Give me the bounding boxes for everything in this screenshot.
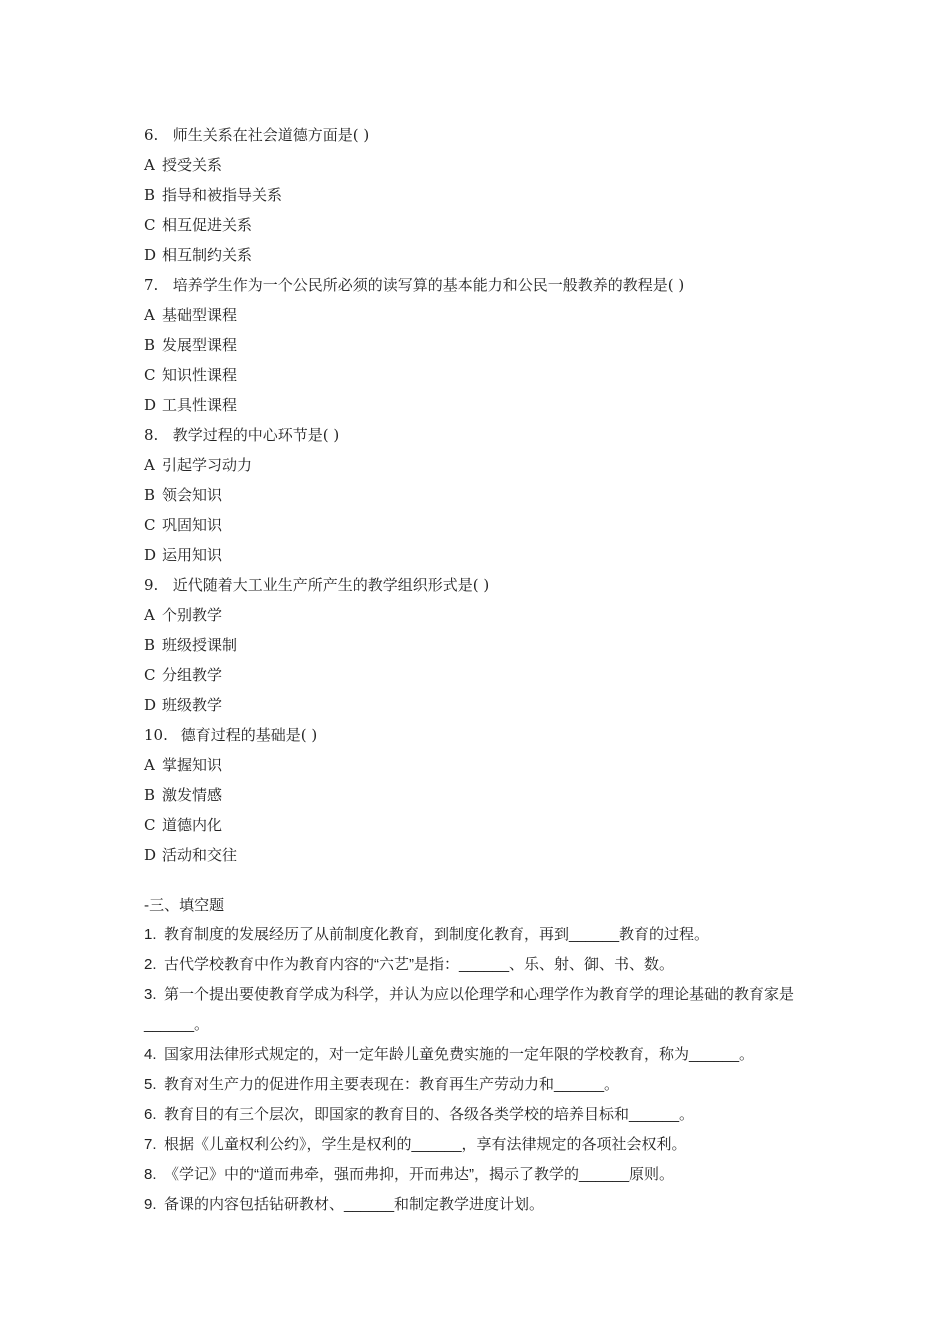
fill-item-number: 9. — [144, 1196, 157, 1213]
option-c — [144, 510, 844, 540]
option-text: 巩固知识 — [162, 516, 223, 534]
option-text: 班级教学 — [162, 696, 223, 714]
option-letter: A — [144, 606, 155, 624]
question-number: 9. — [144, 576, 159, 594]
fill-item — [144, 950, 824, 980]
option-letter: A — [144, 456, 155, 474]
fill-item-number: 2. — [144, 956, 157, 973]
fill-item-number: 6. — [144, 1106, 157, 1123]
option-c — [144, 810, 844, 840]
fill-item-text: 教育目的有三个层次，即国家的教育目的、各级各类学校的培养目标和______。 — [164, 1106, 695, 1123]
option-text: 激发情感 — [162, 786, 223, 804]
option-d — [144, 540, 844, 570]
question-stem — [144, 720, 844, 750]
option-text: 相互促进关系 — [162, 216, 253, 234]
question-number: 10. — [144, 726, 168, 744]
option-text: 道德内化 — [162, 816, 223, 834]
option-text: 运用知识 — [162, 546, 223, 564]
option-b — [144, 330, 844, 360]
option-text: 活动和交往 — [162, 846, 238, 864]
fill-item — [144, 1100, 824, 1130]
option-letter: C — [144, 516, 156, 534]
fill-in-blank-section — [144, 920, 824, 1220]
option-letter: B — [144, 486, 156, 504]
fill-item-text: 国家用法律形式规定的，对一定年龄儿童免费实施的一定年限的学校教育，称为______。 — [164, 1046, 755, 1063]
option-d — [144, 240, 844, 270]
option-letter: B — [144, 786, 156, 804]
option-letter: B — [144, 186, 156, 204]
option-text: 相互制约关系 — [162, 246, 253, 264]
fill-item-number: 7. — [144, 1136, 157, 1153]
option-a — [144, 600, 844, 630]
option-c — [144, 360, 844, 390]
fill-item — [144, 920, 824, 950]
option-text: 分组教学 — [162, 666, 223, 684]
option-text: 领会知识 — [162, 486, 223, 504]
option-letter: A — [144, 156, 155, 174]
fill-item-number: 8. — [144, 1166, 157, 1183]
question-stem — [144, 270, 844, 300]
option-letter: D — [144, 546, 157, 564]
option-letter: A — [144, 756, 155, 774]
option-b — [144, 630, 844, 660]
option-letter: D — [144, 846, 157, 864]
question-number: 8. — [144, 426, 159, 444]
fill-item-text: 根据《儿童权利公约》，学生是权利的______，享有法律规定的各项社会权利。 — [164, 1136, 687, 1153]
fill-item — [144, 1190, 824, 1220]
option-d — [144, 390, 844, 420]
question-number: 7. — [144, 276, 159, 294]
option-text: 班级授课制 — [162, 636, 238, 654]
option-letter: C — [144, 816, 156, 834]
fill-item-number: 3. — [144, 986, 157, 1003]
fill-item-text: 《学记》中的“道而弗牵，强而弗抑，开而弗达”，揭示了教学的______原则。 — [164, 1166, 675, 1183]
question-text: 德育过程的基础是( ) — [180, 726, 318, 744]
option-b — [144, 780, 844, 810]
question-text: 近代随着大工业生产所产生的教学组织形式是( ) — [172, 576, 490, 594]
question-text: 培养学生作为一个公民所必须的读写算的基本能力和公民一般教养的教程是( ) — [172, 276, 685, 294]
option-text: 个别教学 — [162, 606, 223, 624]
option-b — [144, 480, 844, 510]
option-d — [144, 840, 844, 870]
option-letter: C — [144, 216, 156, 234]
option-text: 工具性课程 — [162, 396, 238, 414]
option-a — [144, 150, 844, 180]
fill-item-number: 4. — [144, 1046, 157, 1063]
fill-item — [144, 980, 824, 1040]
option-letter: B — [144, 636, 156, 654]
option-letter: C — [144, 366, 156, 384]
fill-item-text: 教育制度的发展经历了从前制度化教育，到制度化教育，再到______教育的过程。 — [164, 926, 710, 943]
question-text: 教学过程的中心环节是( ) — [172, 426, 340, 444]
fill-item-text: 教育对生产力的促进作用主要表现在：教育再生产劳动力和______。 — [164, 1076, 620, 1093]
option-a — [144, 450, 844, 480]
fill-item — [144, 1040, 824, 1070]
option-c — [144, 660, 844, 690]
multiple-choice-section — [144, 120, 844, 870]
fill-item-text: 第一个提出要使教育学成为科学，并认为应以伦理学和心理学作为教育学的理论基础的教育家是______。 — [144, 986, 795, 1033]
option-letter: D — [144, 396, 157, 414]
option-a — [144, 750, 844, 780]
option-text: 授受关系 — [162, 156, 223, 174]
option-letter: A — [144, 306, 155, 324]
option-text: 基础型课程 — [162, 306, 238, 324]
option-text: 指导和被指导关系 — [162, 186, 283, 204]
fill-item — [144, 1160, 824, 1190]
option-b — [144, 180, 844, 210]
option-text: 知识性课程 — [162, 366, 238, 384]
fill-item-number: 5. — [144, 1076, 157, 1093]
question-number: 6. — [144, 126, 159, 144]
fill-item-text: 古代学校教育中作为教育内容的“六艺”是指：______、乐、射、御、书、数。 — [164, 956, 675, 973]
fill-item — [144, 1130, 824, 1160]
option-c — [144, 210, 844, 240]
option-letter: D — [144, 696, 157, 714]
option-text: 发展型课程 — [162, 336, 238, 354]
option-letter: B — [144, 336, 156, 354]
option-d — [144, 690, 844, 720]
option-a — [144, 300, 844, 330]
option-letter: C — [144, 666, 156, 684]
fill-item — [144, 1070, 824, 1100]
option-letter: D — [144, 246, 157, 264]
question-text: 师生关系在社会道德方面是( ) — [172, 126, 370, 144]
section-heading: -三、填空题 — [144, 896, 225, 914]
fill-item-number: 1. — [144, 926, 157, 943]
fill-item-text: 备课的内容包括钻研教材、______和制定教学进度计划。 — [164, 1196, 545, 1213]
question-stem — [144, 570, 844, 600]
question-stem — [144, 420, 844, 450]
question-stem — [144, 120, 844, 150]
option-text: 掌握知识 — [162, 756, 223, 774]
option-text: 引起学习动力 — [162, 456, 253, 474]
